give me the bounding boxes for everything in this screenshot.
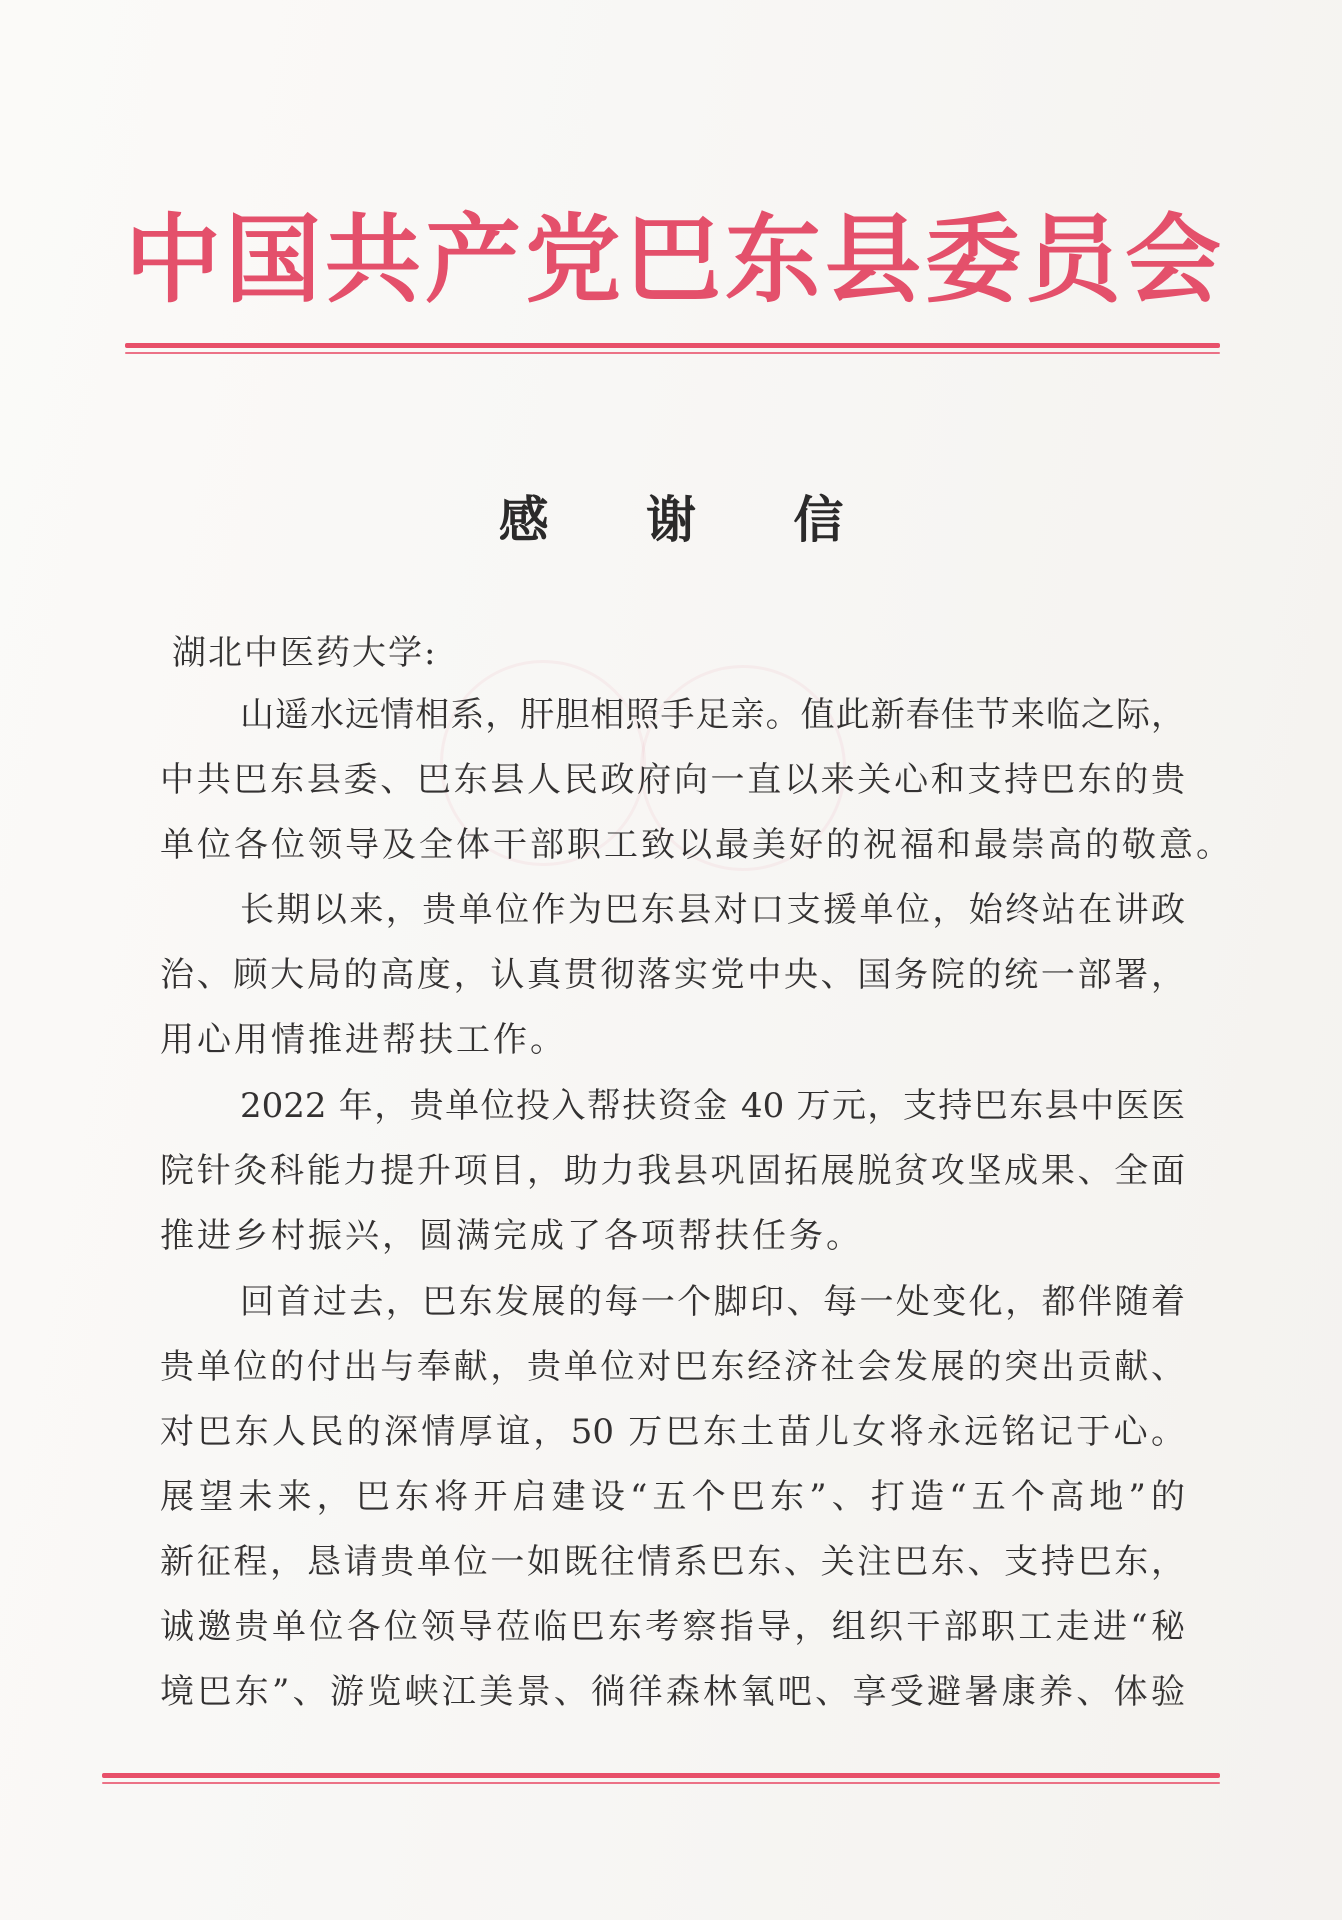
body-line: 新征程，恳请贵单位一如既往情系巴东、关注巴东、支持巴东， xyxy=(160,1542,1185,1582)
footer-red-rule-thin xyxy=(102,1782,1220,1784)
body-line: 长期以来，贵单位作为巴东县对口支援单位，始终站在讲政 xyxy=(240,890,1185,930)
body-line: 回首过去，巴东发展的每一个脚印、每一处变化，都伴随着 xyxy=(240,1282,1185,1322)
body-line: 诚邀贵单位各位领导莅临巴东考察指导，组织干部职工走进“秘 xyxy=(160,1607,1185,1647)
body-line: 贵单位的付出与奉献，贵单位对巴东经济社会发展的突出贡献、 xyxy=(160,1347,1185,1387)
body-line: 单位各位领导及全体干部职工致以最美好的祝福和最崇高的敬意。 xyxy=(160,825,1233,865)
body-line: 推进乡村振兴，圆满完成了各项帮扶任务。 xyxy=(160,1216,863,1256)
footer-red-rule xyxy=(102,1773,1220,1778)
letterhead-red-rule xyxy=(125,343,1220,348)
body-line: 境巴东”、游览峡江美景、徜徉森林氧吧、享受避暑康养、体验 xyxy=(160,1672,1185,1712)
body-line: 治、顾大局的高度，认真贯彻落实党中央、国务院的统一部署， xyxy=(160,955,1185,995)
body-line: 山遥水远情相系，肝胆相照手足亲。值此新春佳节来临之际， xyxy=(240,695,1185,735)
body-line: 院针灸科能力提升项目，助力我县巩固拓展脱贫攻坚成果、全面 xyxy=(160,1151,1185,1191)
body-line: 对巴东人民的深情厚谊，50 万巴东土苗儿女将永远铭记于心。 xyxy=(160,1412,1185,1452)
letterhead-red-rule-thin xyxy=(125,352,1220,354)
body-line: 中共巴东县委、巴东县人民政府向一直以来关心和支持巴东的贵 xyxy=(160,760,1185,800)
salutation: 湖北中医药大学: xyxy=(172,633,438,673)
letterhead-org-name: 中国共产党巴东县委员会 xyxy=(125,204,1225,316)
body-line: 2022 年，贵单位投入帮扶资金 40 万元，支持巴东县中医医 xyxy=(240,1086,1185,1126)
body-line: 展望未来，巴东将开启建设“五个巴东”、打造“五个高地”的 xyxy=(160,1477,1185,1517)
body-line: 用心用情推进帮扶工作。 xyxy=(160,1020,567,1060)
document-title: 感 谢 信 xyxy=(498,490,884,549)
